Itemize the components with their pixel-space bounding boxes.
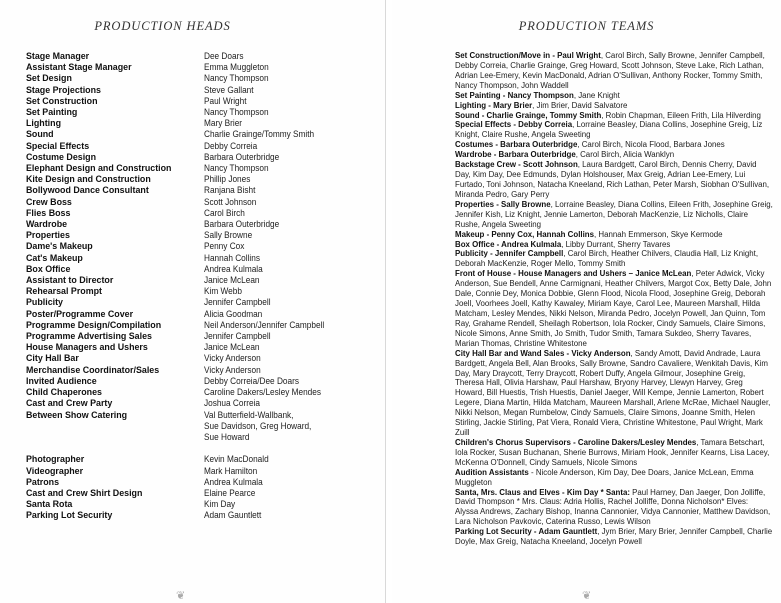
role-label: Set Design (26, 73, 72, 84)
heads-row (26, 398, 366, 409)
team-members: Paul Harney, Dan Jaeger, Don Jolliffe, David Thompson * Mrs. Claus: Adria Hollis, Rachel Jolliffe, Donna Nicholson* Elves: Alyssa Andrews, Zachary Bishop, Inanna Cannonier, Vidya Cannonier, Matthew Davidson, Lara Nicholson Pavkovic, Caterina Russo, Lewis Wilson (455, 487, 771, 527)
team-entry (455, 269, 773, 348)
team-title: Parking Lot Security - Adam Gauntlett (455, 527, 598, 537)
team-title: Sound - Charlie Grainge, Tommy Smith (455, 110, 602, 120)
role-label: Cat's Makeup (26, 252, 83, 263)
person-name: Kevin MacDonald (204, 454, 269, 465)
heads-row (26, 510, 366, 521)
role-label: House Managers and Ushers (26, 342, 148, 353)
heads-row (26, 241, 366, 252)
person-name: Caroline Dakers/Lesley Mendes (204, 387, 321, 398)
heads-row (26, 466, 366, 477)
heads-row (26, 107, 366, 118)
heads-row (26, 342, 366, 353)
right-page (392, 0, 781, 603)
heads-row (26, 320, 366, 331)
team-entry (455, 120, 773, 140)
role-label: Dame's Makeup (26, 241, 93, 252)
team-entry (455, 468, 773, 488)
person-name: Vicky Anderson (204, 353, 261, 364)
person-name: Debby Correia (204, 140, 258, 151)
team-title: Backstage Crew - Scott Johnson (455, 160, 578, 170)
team-members: , Carol Birch, Nicola Flood, Barbara Jones (577, 140, 725, 150)
heads-row (26, 197, 366, 208)
production-heads-table (26, 51, 366, 522)
person-name: Vicky Anderson (204, 364, 261, 375)
heads-row (26, 163, 366, 174)
person-name (204, 443, 355, 454)
role-label: Set Painting (26, 107, 78, 118)
heads-row (26, 185, 366, 196)
team-title: Wardrobe - Barbara Outerbridge (455, 150, 576, 160)
page-ornament: ❦ (176, 590, 186, 602)
team-members: , Sandy Amott, David Andrade, Laura Bardgett, Angela Bell, Alan Brooks, Sally Browne, Sandro Cavaliere, Wenkitah Davis, Kim Day, Mary Draycott, Terry Draycott, Robert Duffy, Angela Gilmour, Josephine Greig, Theresa Hall, Olivia Harshaw, Paul Harshaw, Bryony Harvey, Llewyn Harvey, Greg Howard, Bill Huestis, Trish Huestis, Daniel Jaeger, Will Kempe, Jennie Lamerton, Robert Legere, Diana Martin, Hilda Matcham, Maureen Marshall, Arlene McRae, Michael Naugler, Nikki Nelson, Megan Rumbelow, Cindy Samuels, Claire Simons, Joanne Smith, Helen Stirling, Jackie Stirling, Pat Viera, Ronald Viera, Christine Whitestone, Paul Wright, Mark Zuill (455, 348, 771, 438)
role-label: Elephant Design and Construction (26, 163, 172, 174)
heads-row (26, 353, 366, 364)
person-name: Paul Wright (204, 95, 247, 106)
heads-row (26, 129, 366, 140)
team-entry (455, 230, 773, 240)
role-label: Sound (26, 129, 54, 140)
person-name: Barbara Outerbridge (204, 151, 280, 162)
role-label: Stage Manager (26, 51, 90, 61)
heads-row (26, 387, 366, 398)
team-entry (455, 438, 773, 468)
heads-row (26, 152, 366, 163)
person-name: Emma Muggleton (204, 62, 269, 73)
role-label: Child Chaperones (26, 387, 102, 398)
person-name: Penny Cox (204, 241, 245, 252)
heads-row (26, 141, 366, 152)
page-ornament: ❦ (582, 590, 592, 602)
team-entry (455, 200, 773, 230)
role-label: Kite Design and Construction (26, 174, 151, 185)
heads-row (26, 230, 366, 241)
person-name: Mary Brier (204, 118, 243, 129)
team-title: Set Painting - Nancy Thompson (455, 90, 574, 100)
person-name: Val Butterfield-Wallbank, (204, 409, 294, 420)
role-label: Crew Boss (26, 196, 72, 207)
team-title: Publicity - Jennifer Campbell (455, 249, 564, 259)
heads-row (26, 219, 366, 230)
heads-row (26, 51, 366, 62)
person-name: Ranjana Bisht (204, 185, 256, 196)
role-label: Programme Design/Compilation (26, 319, 162, 330)
person-name: Dee Doars (204, 51, 244, 61)
role-label: Publicity (26, 297, 63, 308)
team-members: , Libby Durrant, Sherry Tavares (561, 239, 671, 249)
team-entry (455, 527, 773, 547)
team-title: Box Office - Andrea Kulmala (455, 239, 562, 249)
role-label: Parking Lot Security (26, 510, 113, 521)
person-name: Debby Correia/Dee Doars (204, 375, 299, 386)
person-name: Charlie Grainge/Tommy Smith (204, 129, 315, 140)
heads-row (26, 499, 366, 510)
heads-row (26, 73, 366, 84)
role-label (26, 443, 204, 454)
role-label: Patrons (26, 476, 60, 487)
role-label: Photographer (26, 454, 85, 465)
person-name: Hannah Collins (204, 252, 260, 263)
person-name: Steve Gallant (204, 84, 254, 95)
team-title: Audition Assistants (455, 467, 529, 477)
heads-row (26, 432, 366, 443)
team-entry (455, 91, 773, 101)
heads-row (26, 454, 366, 465)
heads-row (26, 297, 366, 308)
person-name: Carol Birch (204, 207, 245, 218)
role-label: Videographer (26, 465, 84, 476)
person-name: Alicia Goodman (204, 308, 263, 319)
team-title: Set Construction/Move in - Paul Wright (455, 51, 601, 60)
team-entry (455, 249, 773, 269)
team-entry (455, 160, 773, 200)
person-name: Barbara Outerbridge (204, 219, 280, 230)
team-members: , Hannah Emmerson, Skye Kermode (593, 229, 723, 239)
person-name: Scott Johnson (204, 196, 257, 207)
team-entry (455, 111, 773, 121)
role-label: Cast and Crew Shirt Design (26, 487, 143, 498)
team-title: City Hall Bar and Wand Sales - Vicky Anderson (455, 348, 631, 358)
person-name: Phillip Jones (204, 174, 251, 185)
person-name: Adam Gauntlett (204, 510, 262, 521)
person-name: Nancy Thompson (204, 73, 269, 84)
role-label: Merchandise Coordinator/Sales (26, 364, 160, 375)
role-label: Wardrobe (26, 219, 68, 230)
heads-row (26, 421, 366, 432)
person-name: Sally Browne (204, 230, 253, 241)
team-members: , Carol Birch, Sally Browne, Jennifer Campbell, Debby Correia, Charlie Grainge, Greg Howard, Scott Johnson, Steve Lake, Rich Lathan, Adrian Lee-Emery, Kevin MacDonald, Adrian O'Sullivan, Anthony Rocker, Tommy Smith, Nancy Thompson, John Waddell (455, 51, 765, 90)
role-label: Poster/Programme Cover (26, 308, 134, 319)
heads-row (26, 410, 366, 421)
team-members: , Jym Brier, Mary Brier, Jennifer Campbell, Charlie Doyle, Max Greig, Natacha Kneeland, Jocelyn Powell (455, 527, 773, 547)
team-members: , Lorraine Beasley, Diana Collins, Josephine Greig, Liz Knight, Claire Rushe, Angela Sweeting (455, 120, 763, 140)
role-label: Flies Boss (26, 207, 71, 218)
team-entry (455, 51, 773, 91)
left-page (0, 0, 386, 603)
role-label: Assistant Stage Manager (26, 62, 132, 73)
team-members: , Lorraine Beasley, Diana Collins, Eileen Frith, Josephine Greig, Jennifer Kish, Liz Knight, Jennie Lamerton, Deborah MacKenzie, Liz Nicholls, Claire Rushe, Angela Sweeting (455, 199, 773, 229)
team-members: , Jane Knight (573, 90, 620, 100)
team-title: Front of House - House Managers and Ushers – Janice McLean (455, 269, 692, 279)
role-label: Rehearsal Prompt (26, 286, 102, 297)
person-name: Nancy Thompson (204, 107, 269, 118)
team-members: , Carol Birch, Heather Chilvers, Claudia Hall, Liz Knight, Deborah MacKenzie, Roger Mello, Tommy Smith (455, 249, 759, 269)
team-members: , Jim Brier, David Salvatore (532, 100, 628, 110)
team-title: Santa, Mrs. Claus and Elves - Kim Day * Santa: (455, 487, 630, 497)
person-name: Andrea Kulmala (204, 263, 263, 274)
heads-row (26, 118, 366, 129)
team-members: , Tamara Betschart, Iola Rocker, Susan Buchanan, Sherie Burrows, Miriam Hook, Jennifer Kearns, Lisa Lacey, McKenna O'Donnell, Cindy Samuels, Nicole Simons (455, 437, 770, 467)
team-entry (455, 488, 773, 528)
team-members: , Robin Chapman, Eileen Frith, Lila Hilverding (601, 110, 761, 120)
role-label: Invited Audience (26, 375, 97, 386)
team-title: Properties - Sally Browne (455, 199, 551, 209)
person-name: Janice McLean (204, 342, 260, 353)
team-entry (455, 140, 773, 150)
person-name: Janice McLean (204, 275, 260, 286)
heads-row (26, 309, 366, 320)
person-name: Sue Davidson, Greg Howard, (204, 420, 312, 431)
heads-row (26, 264, 366, 275)
team-title: Makeup - Penny Cox, Hannah Collins (455, 229, 594, 239)
heads-row (26, 365, 366, 376)
team-title: Special Effects - Debby Correia (455, 120, 573, 130)
team-title: Children's Chorus Supervisors - Caroline Dakers/Lesley Mendes (455, 437, 697, 447)
team-title: Lighting - Mary Brier (455, 100, 533, 110)
person-name: Andrea Kulmala (204, 476, 263, 487)
role-label: Santa Rota (26, 499, 73, 510)
heads-row (26, 376, 366, 387)
role-label: Stage Projections (26, 84, 101, 95)
heads-row (26, 174, 366, 185)
team-members: , Carol Birch, Alicia Wanklyn (575, 150, 675, 160)
role-label (26, 432, 204, 443)
heads-row (26, 62, 366, 73)
heads-row (26, 286, 366, 297)
person-name: Neil Anderson/Jennifer Campbell (204, 319, 325, 330)
team-members: - Nicole Anderson, Kim Day, Dee Doars, Janice McLean, Emma Muggleton (455, 467, 754, 487)
role-label: City Hall Bar (26, 353, 79, 364)
role-label: Lighting (26, 118, 61, 129)
person-name: Jennifer Campbell (204, 331, 271, 342)
heads-row (26, 85, 366, 96)
heads-row (26, 331, 366, 342)
production-teams-list (455, 51, 773, 547)
role-label: Bollywood Dance Consultant (26, 185, 149, 196)
team-entry (455, 150, 773, 160)
role-label: Programme Advertising Sales (26, 331, 152, 342)
role-label: Box Office (26, 263, 71, 274)
team-entry (455, 240, 773, 250)
team-entry (455, 101, 773, 111)
heads-row (26, 443, 366, 454)
page-title-production-heads: PRODUCTION HEADS (94, 19, 231, 33)
role-label: Set Construction (26, 95, 98, 106)
team-members: , Peter Adwick, Vicky Anderson, Sue Bendell, Anne Carmignani, Heather Chilvers, Margot Cox, Betty Dale, John Dale, Connie Dey, Monica Dobbie, Glenn Flood, Nicola Flood, Josephine Greig, Deborah Joell, Voorhees Joell, Kathy Kawaley, Miriam Kaye, Carol Lee, Maureen Marshall, Hilda Matcham, Lesley Mendes, Nikki Nelson, Miranda Pedro, Jocelyn Powell, Jan Quinn, Tom Ray, Grahame Rendell, Sheilagh Robertson, Iola Rocker, Cindy Samuels, Claire Simons, Nicole Simons, Anne Smith, Jo Smith, Tudor Smith, Tamara Sukdeo, Sherry Tavares, Marian Thomas, Christine Whitestone (455, 269, 772, 348)
person-name: Joshua Correia (204, 398, 260, 409)
heads-row (26, 253, 366, 264)
page-title-production-teams: PRODUCTION TEAMS (518, 19, 655, 33)
person-name: Elaine Pearce (204, 487, 256, 498)
role-label: Special Effects (26, 140, 90, 151)
role-label: Assistant to Director (26, 275, 114, 286)
team-entry (455, 349, 773, 438)
role-label: Costume Design (26, 151, 97, 162)
role-label: Properties (26, 230, 70, 241)
person-name: Kim Day (204, 499, 236, 510)
heads-row (26, 488, 366, 499)
person-name: Sue Howard (204, 431, 250, 442)
heads-row (26, 477, 366, 488)
role-label: Between Show Catering (26, 409, 128, 420)
heads-row (26, 275, 366, 286)
role-label: Cast and Crew Party (26, 398, 113, 409)
heads-row (26, 96, 366, 107)
team-members: , Laura Bardgett, Carol Birch, Dennis Cherry, David Day, Kim Day, Dee Edmunds, Dylan Holshouser, Max Greig, Adrian Lee-Emery, Lui Furtado, Toni Johnson, Natacha Kneeland, Rich Lathan, Peter Marsh, Siobhan O'Sullivan, Miranda Pedro, Gary Perry (455, 160, 770, 199)
person-name: Jennifer Campbell (204, 297, 271, 308)
person-name: Kim Webb (204, 286, 242, 297)
team-title: Costumes - Barbara Outerbridge (455, 140, 578, 150)
heads-row (26, 208, 366, 219)
role-label (26, 421, 204, 432)
person-name: Nancy Thompson (204, 163, 269, 174)
person-name: Mark Hamilton (204, 465, 258, 476)
